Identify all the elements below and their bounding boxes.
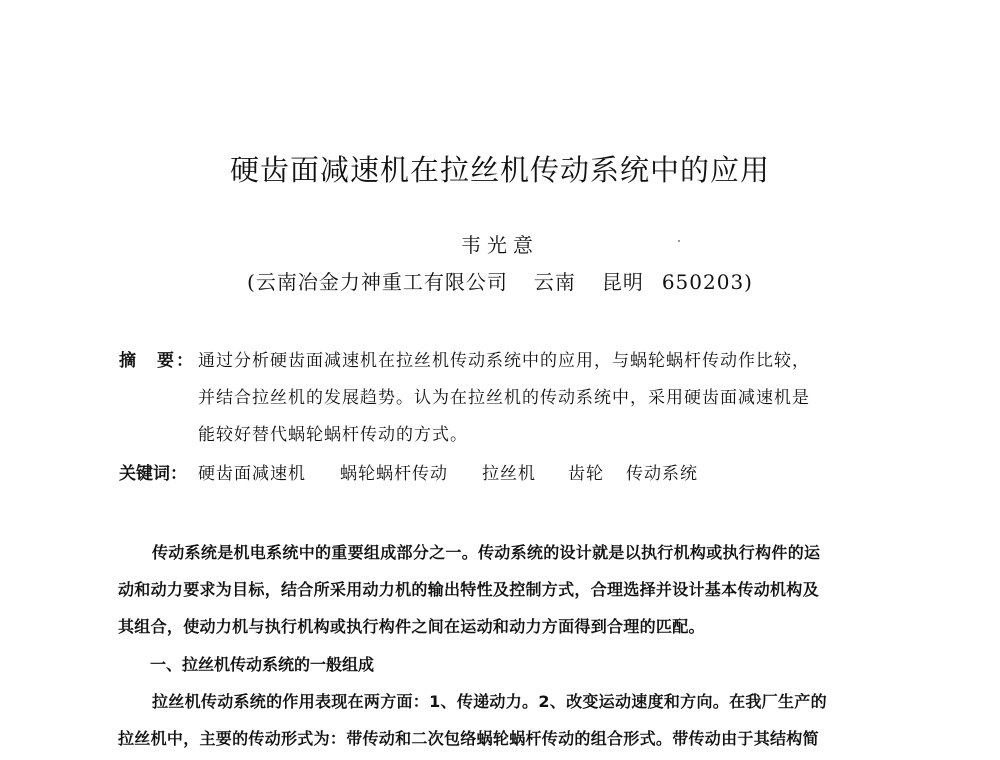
affiliation-city: 昆明: [601, 270, 644, 294]
paper-title: 硬齿面减速机在拉丝机传动系统中的应用: [229, 153, 770, 187]
abstract-line-3: 能较好替代蜗轮蜗杆传动的方式。: [198, 425, 468, 445]
scan-speck: [678, 240, 680, 242]
keyword-item: 蜗轮蜗杆传动: [340, 464, 448, 484]
section-heading: 一、拉丝机传动系统的一般组成: [150, 655, 375, 674]
keyword-item: 传动系统: [626, 464, 698, 484]
abstract-label: 摘 要：: [119, 351, 195, 371]
body-paragraph-2-line: 拉丝机传动系统的作用表现在两方面：1、传递动力。2、改变运动速度和方向。在我厂生产的: [152, 692, 827, 711]
keywords-label: 关键词：: [119, 464, 187, 484]
author-name: 韦光意: [461, 233, 539, 257]
body-paragraph-2-line: 拉丝机中，主要的传动形式为：带传动和二次包络蜗轮蜗杆传动的组合形式。带传动由于其结构简: [118, 729, 819, 748]
affiliation-postcode: 650203): [661, 270, 753, 294]
affiliation-province: 云南: [533, 270, 576, 294]
keyword-item: 硬齿面减速机: [198, 464, 306, 484]
author-affiliation: [0, 266, 1000, 295]
body-paragraph-1-line: 传动系统是机电系统中的重要组成部分之一。传动系统的设计就是以执行机构或执行构件的运: [152, 543, 821, 562]
keyword-item: 拉丝机: [482, 464, 536, 484]
keyword-item: 齿轮: [568, 464, 604, 484]
abstract-line-2: 并结合拉丝机的发展趋势。认为在拉丝机的传动系统中，采用硬齿面减速机是: [198, 388, 810, 408]
affiliation-org: (云南冶金力神重工有限公司: [247, 270, 508, 294]
body-paragraph-1-line: 动和动力要求为目标，结合所采用动力机的输出特性及控制方式，合理选择并设计基本传动机构及: [118, 580, 819, 599]
body-paragraph-1-line: 其组合，使动力机与执行机构或执行构件之间在运动和动力方面得到合理的匹配。: [118, 617, 705, 636]
abstract-line-1: 通过分析硬齿面减速机在拉丝机传动系统中的应用，与蜗轮蜗杆传动作比较，: [198, 351, 810, 371]
